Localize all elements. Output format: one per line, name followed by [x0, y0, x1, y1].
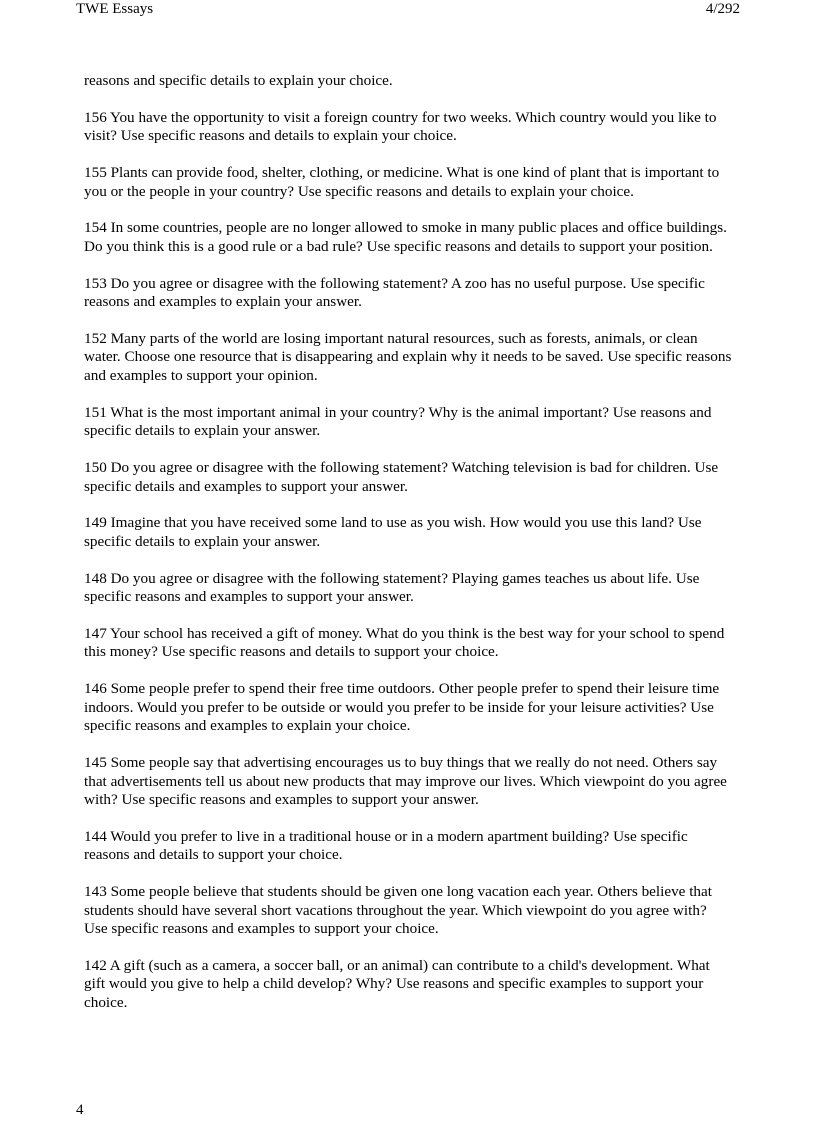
header-page-indicator: 4/292 — [705, 1, 740, 17]
prompt-paragraph: 143 Some people believe that students should be given one long vacation each year. Others believe that students should have several short vacations throughout the year. Which viewpoint do you agree with? Use specific reasons and examples to support your choice. — [84, 883, 712, 938]
prompt-paragraph: 148 Do you agree or disagree with the following statement? Playing games teaches us about life. Use specific reasons and examples to support your answer. — [84, 569, 700, 606]
prompt-paragraph: 154 In some countries, people are no longer allowed to smoke in many public places and office buildings. Do you think this is a good rule or a bad rule? Use specific reasons and details to support your position. — [84, 219, 727, 255]
prompt-paragraph: reasons and specific details to explain your choice. — [84, 72, 393, 89]
prompt-paragraph: 151 What is the most important animal in your country? Why is the animal important? Use reasons and specific details to explain your answer. — [84, 403, 712, 440]
footer-page-number: 4 — [76, 1102, 84, 1118]
essay-prompt-list — [84, 72, 732, 1031]
header-title: TWE Essays — [76, 1, 154, 17]
prompt-paragraph: 149 Imagine that you have received some land to use as you wish. How would you use this land? Use specific details to explain your answer. — [84, 514, 702, 550]
prompt-paragraph: 146 Some people prefer to spend their free time outdoors. Other people prefer to spend their leisure time indoors. Would you prefer to be outside or would you prefer to be inside for your leisure activities? Use specific reasons and examples to explain your choice. — [84, 680, 720, 735]
prompt-paragraph: 150 Do you agree or disagree with the following statement? Watching television is bad for children. Use specific details and examples to support your answer. — [84, 459, 719, 495]
prompt-paragraph: 153 Do you agree or disagree with the following statement? A zoo has no useful purpose. Use specific reasons and examples to explain your answer. — [84, 274, 705, 311]
prompt-paragraph: 156 You have the opportunity to visit a foreign country for two weeks. Which country would you like to visit? Use specific reasons and details to explain your choice. — [84, 108, 717, 145]
prompt-paragraph: 155 Plants can provide food, shelter, clothing, or medicine. What is one kind of plant that is important to you or the people in your country? Use specific reasons and details to explain your choice. — [84, 164, 720, 200]
prompt-paragraph: 144 Would you prefer to live in a traditional house or in a modern apartment building? Use specific reasons and details to support your choice. — [84, 827, 688, 864]
prompt-paragraph: 152 Many parts of the world are losing important natural resources, such as forests, animals, or clean water. Choose one resource that is disappearing and explain why it needs to be saved. Use specific reasons and examples to support your opinion. — [84, 329, 732, 384]
prompt-paragraph: 142 A gift (such as a camera, a soccer ball, or an animal) can contribute to a child's development. What gift would you give to help a child develop? Why? Use reasons and specific examples to support your choice. — [84, 956, 710, 1011]
prompt-paragraph: 145 Some people say that advertising encourages us to buy things that we really do not need. Others say that advertisements tell us about new products that may improve our lives. Which viewpoint do you agree with? Use specific reasons and examples to support your answer. — [84, 754, 727, 809]
prompt-paragraph: 147 Your school has received a gift of money. What do you think is the best way for your school to spend this money? Use specific reasons and details to support your choice. — [84, 624, 725, 661]
